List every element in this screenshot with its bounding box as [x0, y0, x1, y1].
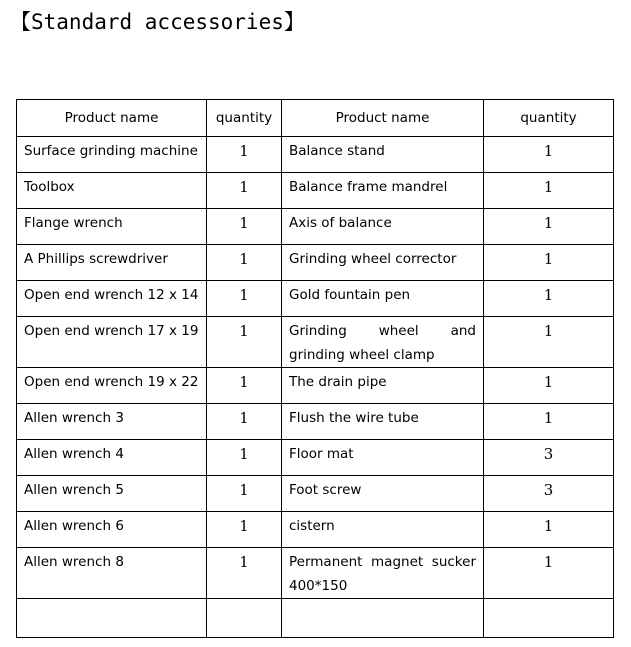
product-name-cell: Open end wrench 19 x 22: [17, 368, 207, 404]
product-name-cell: [282, 599, 484, 638]
product-name-cell: Allen wrench 3: [17, 404, 207, 440]
product-name-cell: Allen wrench 5: [17, 476, 207, 512]
table-row: [17, 173, 614, 209]
quantity-cell: 1: [484, 173, 614, 209]
quantity-cell: 1: [207, 209, 282, 245]
product-name-cell: Open end wrench 12 x 14: [17, 281, 207, 317]
product-name-cell: Open end wrench 17 x 19: [17, 317, 207, 368]
quantity-cell: 1: [207, 281, 282, 317]
product-name-cell: Floor mat: [282, 440, 484, 476]
table-row: [17, 548, 614, 599]
product-name-cell: cistern: [282, 512, 484, 548]
product-name-cell: [17, 599, 207, 638]
table-row: [17, 209, 614, 245]
table-row: [17, 281, 614, 317]
quantity-cell: 1: [207, 368, 282, 404]
product-name-cell: Balance stand: [282, 137, 484, 173]
product-name-cell: Axis of balance: [282, 209, 484, 245]
quantity-cell: 1: [484, 137, 614, 173]
quantity-cell: 1: [484, 404, 614, 440]
product-name-cell: Grinding wheel and grinding wheel clamp: [282, 317, 484, 368]
product-name-cell: Foot screw: [282, 476, 484, 512]
quantity-cell: 1: [484, 368, 614, 404]
quantity-cell: 1: [207, 440, 282, 476]
quantity-cell: 1: [484, 281, 614, 317]
quantity-cell: 1: [484, 209, 614, 245]
header-quantity-left: quantity: [207, 100, 282, 137]
product-name-cell: Allen wrench 8: [17, 548, 207, 599]
table-row: [17, 317, 614, 368]
table-row: [17, 404, 614, 440]
product-name-cell: Flush the wire tube: [282, 404, 484, 440]
quantity-cell: 1: [207, 137, 282, 173]
quantity-cell: 1: [484, 548, 614, 599]
table-row: [17, 137, 614, 173]
table-row-empty: [17, 599, 614, 638]
quantity-cell: 1: [484, 512, 614, 548]
quantity-cell: 1: [207, 548, 282, 599]
quantity-cell: 3: [484, 440, 614, 476]
quantity-cell: 1: [207, 476, 282, 512]
product-name-cell: A Phillips screwdriver: [17, 245, 207, 281]
product-name-cell: Grinding wheel corrector: [282, 245, 484, 281]
quantity-cell: 1: [207, 512, 282, 548]
header-product-name-right: Product name: [282, 100, 484, 137]
quantity-cell: [484, 599, 614, 638]
quantity-cell: 1: [484, 245, 614, 281]
table-header-row: [17, 100, 614, 137]
product-name-cell: The drain pipe: [282, 368, 484, 404]
header-product-name-left: Product name: [17, 100, 207, 137]
product-name-cell: Permanent magnet sucker 400*150: [282, 548, 484, 599]
product-name-cell: Flange wrench: [17, 209, 207, 245]
table-row: [17, 440, 614, 476]
product-name-cell: Gold fountain pen: [282, 281, 484, 317]
quantity-cell: 1: [207, 245, 282, 281]
table-row: [17, 245, 614, 281]
table-row: [17, 512, 614, 548]
table-row: [17, 476, 614, 512]
product-name-cell: Balance frame mandrel: [282, 173, 484, 209]
product-name-cell: Surface grinding machine: [17, 137, 207, 173]
table-row: [17, 368, 614, 404]
quantity-cell: [207, 599, 282, 638]
product-name-cell: Allen wrench 4: [17, 440, 207, 476]
quantity-cell: 1: [484, 317, 614, 368]
quantity-cell: 1: [207, 173, 282, 209]
header-quantity-right: quantity: [484, 100, 614, 137]
accessories-table: [16, 99, 614, 638]
product-name-cell: Allen wrench 6: [17, 512, 207, 548]
quantity-cell: 1: [207, 317, 282, 368]
page-title: 【Standard accessories】: [10, 10, 305, 34]
product-name-cell: Toolbox: [17, 173, 207, 209]
quantity-cell: 1: [207, 404, 282, 440]
quantity-cell: 3: [484, 476, 614, 512]
